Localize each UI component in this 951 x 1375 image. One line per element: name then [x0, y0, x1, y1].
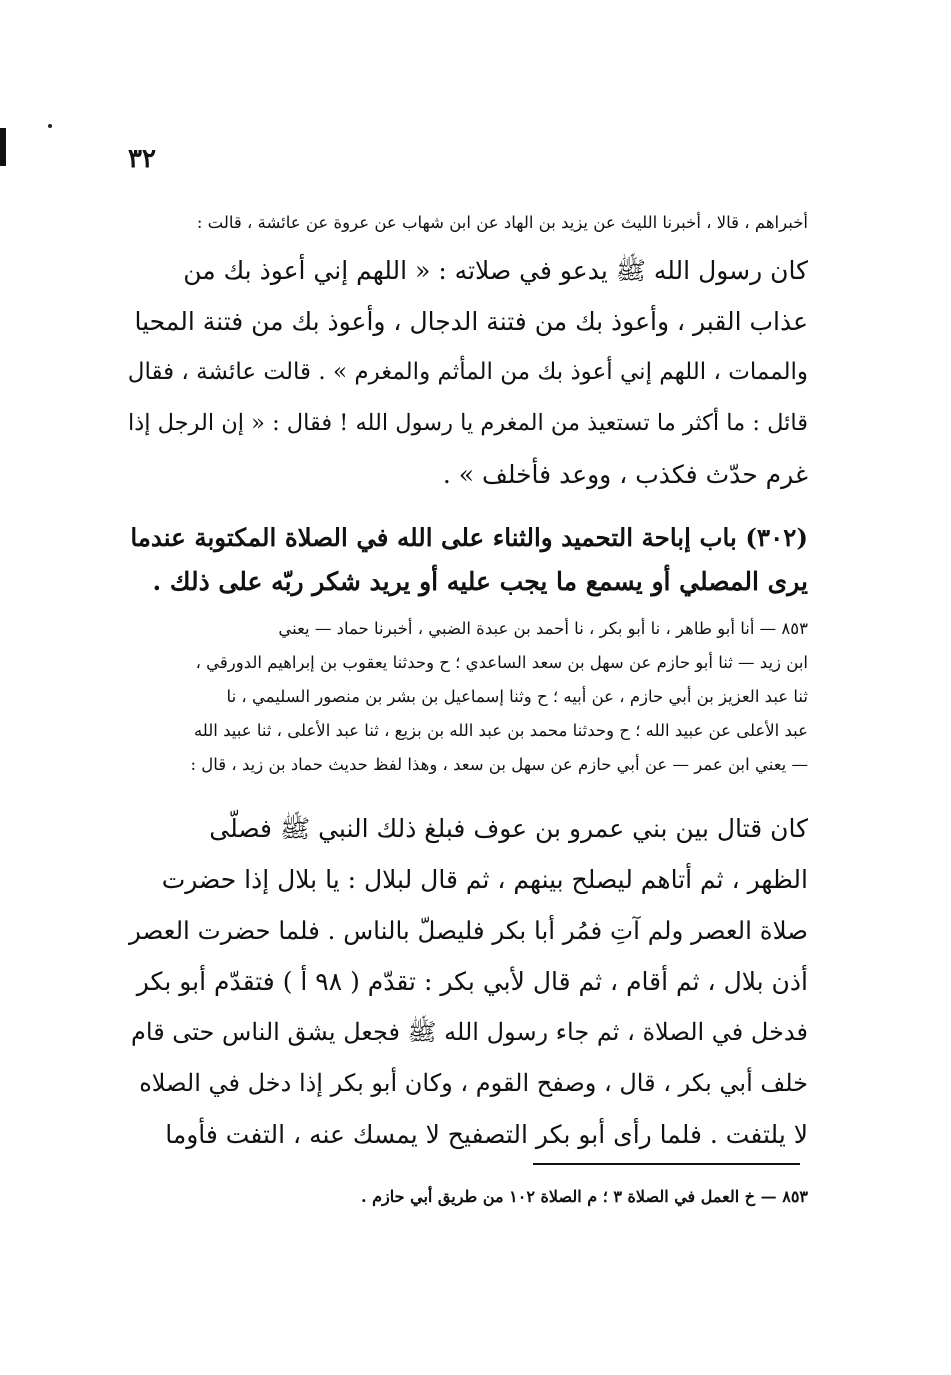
- footnote-divider: [533, 1163, 800, 1165]
- isnad-line: أخبراهم ، قالا ، أخبرنا الليث عن يزيد بن الهاد عن ابن شهاب عن عروة عن عائشة ، قالت :: [196, 213, 808, 232]
- page-number: ٣٢: [128, 144, 156, 174]
- hadith-853-text-block: [128, 803, 808, 1160]
- hadith-line: كان قتال بين بني عمرو بن عوف فبلغ ذلك النبي ﷺ فصلّى: [209, 814, 808, 843]
- footnote: [128, 1182, 808, 1212]
- hadith-line: فدخل في الصلاة ، ثم جاء رسول الله ﷺ فجعل يشق الناس حتى قام: [131, 1018, 808, 1046]
- hadith-line: غرم حدّث فكذب ، ووعد فأخلف » .: [442, 460, 808, 489]
- chapter-heading-line: يرى المصلي أو يسمع ما يجب عليه أو يريد شكر ربّه على ذلك .: [152, 567, 808, 596]
- isnad-line: عبد الأعلى عن عبيد الله ؛ ح وحدثنا محمد بن عبد الله بن بزيع ، ثنا عبد الأعلى ، ثنا عبيد الله: [193, 721, 808, 740]
- footnote-line: ٨٥٣ — خ العمل في الصلاة ٣ ؛ م الصلاة ١٠٢ من طريق أبي حازم .: [361, 1187, 808, 1206]
- hadith-line: والممات ، اللهم إني أعوذ بك من المأثم والمغرم » . قالت عائشة ، فقال: [127, 359, 808, 385]
- chapter-heading-line: (٣٠٢) باب إباحة التحميد والثناء على الله في الصلاة المكتوبة عندما: [130, 523, 808, 552]
- hadith-text-block: [128, 245, 808, 500]
- scan-edge-mark: [0, 128, 6, 166]
- hadith-line: قائل : ما أكثر ما تستعيذ من المغرم يا رسول الله ! فقال : « إن الرجل إذا: [127, 410, 808, 436]
- isnad-line: — يعني ابن عمر — عن أبي حازم عن سهل بن سعد ، وهذا لفظ حديث حماد بن زيد ، قال :: [190, 755, 808, 774]
- top-isnad: [128, 206, 808, 240]
- isnad-line: ابن زيد — ثنا أبو حازم عن سهل بن سعد الساعدي ؛ ح وحدثنا يعقوب بن إبراهيم الدورقي ،: [195, 653, 808, 672]
- isnad-853: [128, 612, 808, 782]
- hadith-line: عذاب القبر ، وأعوذ بك من فتنة الدجال ، وأعوذ بك من فتنة المحيا: [134, 307, 808, 336]
- isnad-line: ٨٥٣ — أنا أبو طاهر ، نا أبو بكر ، نا أحمد بن عبدة الضبي ، أخبرنا حماد — يعني: [278, 619, 808, 638]
- hadith-line: خلف أبي بكر ، قال ، وصفح القوم ، وكان أبو بكر إذا دخل في الصلاه: [139, 1069, 808, 1097]
- hadith-line: الظهر ، ثم أتاهم ليصلح بينهم ، ثم قال لبلال : يا بلال إذا حضرت: [161, 865, 808, 894]
- hadith-line: أذن بلال ، ثم أقام ، ثم قال لأبي بكر : تقدّم ( ٩٨ أ ) فتقدّم أبو بكر: [136, 967, 808, 996]
- isnad-line: ثنا عبد العزيز بن أبي حازم ، عن أبيه ؛ ح وثنا إسماعيل بن بشر بن منصور السليمي ، نا: [226, 687, 808, 706]
- hadith-line: صلاة العصر ولم آتِ فمُر أبا بكر فليصلّ بالناس . فلما حضرت العصر: [129, 916, 808, 945]
- hadith-line: كان رسول الله ﷺ يدعو في صلاته : « اللهم إني أعوذ بك من: [183, 256, 808, 285]
- chapter-heading: [128, 516, 808, 604]
- hadith-line: لا يلتفت . فلما رأى أبو بكر التصفيح لا يمسك عنه ، التفت فأوما: [165, 1120, 808, 1149]
- scan-speck: [48, 124, 52, 128]
